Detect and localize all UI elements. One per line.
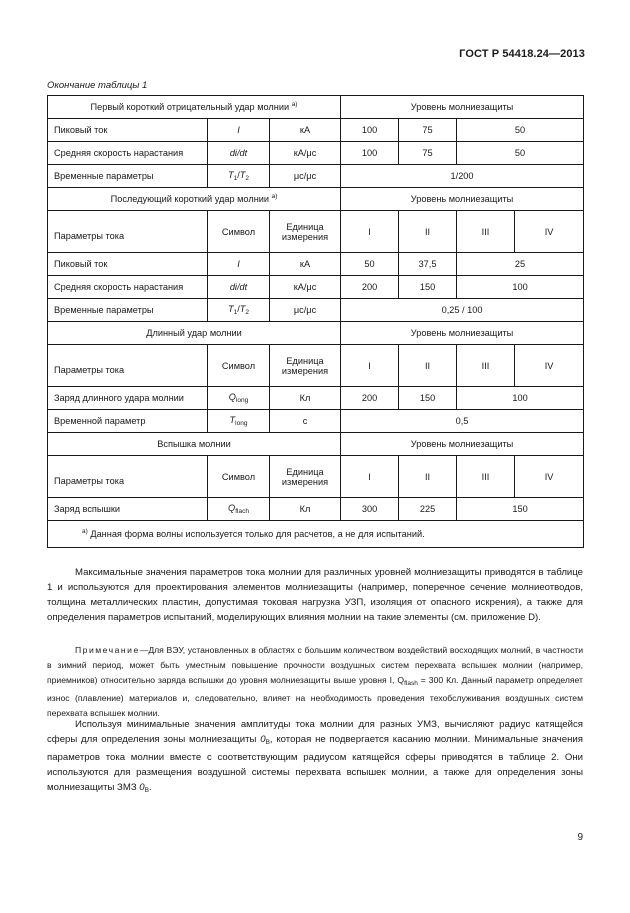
lightning-parameters-table <box>47 95 584 548</box>
table-footnote-row <box>48 521 584 548</box>
body-paragraph-2: Используя минимальные значения амплитуды тока молнии для разных УМЗ, вычисляют радиус катящейся сферы для определения зоны молниезащиты $0_В$, которая не подвергается касанию молнии. Минимальные значения параметров тока молнии вместе с соответствующим радиусом катящейся сферы приводятся в таблице 2. Они используются для размещения воздушной системы перехвата вспышек молнии, а также для определения зоны молниезащиты ЗМЗ $0_В$. <box>47 719 583 794</box>
section-header-long-stroke <box>48 322 584 345</box>
table-row: Заряд вспышки $Q_{flach}$ Кл 300 225 150 <box>48 498 584 521</box>
document-header: ГОСТ Р 54418.24—2013 <box>459 48 585 60</box>
level-header: Уровень молниезащиты <box>341 322 584 345</box>
section-title: Длинный удар молнии <box>48 322 341 345</box>
table-row: Средняя скорость нарастания di/dt кА/μс 100 75 50 <box>48 142 584 165</box>
section-header-subsequent-stroke <box>48 188 584 211</box>
section-title: Вспышка молнии <box>48 433 341 456</box>
column-header-row: Параметры тока Символ Единица измерения I II III IV <box>48 456 584 498</box>
level-header: Уровень молниезащиты <box>341 433 584 456</box>
table-caption: Окончание таблицы 1 <box>47 80 148 91</box>
note-paragraph: Примечание—Для ВЭУ, установленных в областях с большим количеством воздействий восходящих молний, в частности в зимний период, может быть уместным повышение прочности воздушных систем перехвата вспышек молнии (например, приемников) относительно заряда вспышки до уровня молниезащиты выше уровня I, $Q_{flash} = 300$ Кл. Данный параметр определяет износ (плавление) материалов и, следовательно, влияет на необходимость проведения техобслуживания воздушных систем перехвата вспышек молнии. <box>47 645 583 718</box>
section-title: Последующий короткий удар молнии $^{а)}$ <box>48 188 341 211</box>
table-footnote: $^{а)}$ Данная форма волны используется только для расчетов, а не для испытаний. <box>48 521 584 548</box>
table-row: Временные параметры $T_1/T_2$ μс/μс 1/200 <box>48 165 584 188</box>
table-row: Временной параметр $T_{long}$ с 0,5 <box>48 410 584 433</box>
page-number: 9 <box>577 832 583 843</box>
section-header-first-stroke <box>48 96 584 119</box>
column-header-row: Параметры тока Символ Единица измерения I II III IV <box>48 345 584 387</box>
level-header: Уровень молниезащиты <box>341 188 584 211</box>
table-row: Заряд длинного удара молнии $Q_{long}$ Кл 200 150 100 <box>48 387 584 410</box>
table-row: Временные параметры $T_1/T_2$ μс/μс 0,25 / 100 <box>48 299 584 322</box>
table-row: Пиковый ток I кА 50 37,5 25 <box>48 253 584 276</box>
table-row: Пиковый ток I кА 100 75 50 <box>48 119 584 142</box>
column-header-row: Параметры тока Символ Единица измерения I II III IV <box>48 211 584 253</box>
level-header: Уровень молниезащиты <box>341 96 584 119</box>
section-title: Первый короткий отрицательный удар молнии $^{а)}$ <box>48 96 341 119</box>
body-paragraph-1: Максимальные значения параметров тока молнии для различных уровней молниезащиты приводятся в таблице 1 и используются для проектирования элементов молниезащиты (например, поперечное сечение молниеотводов, толщина металлических пластин, допустимая токовая нагрузка УЗП, изоляция от опасного искрения), а также для определения параметров испытаний, моделирующих влияния молнии на такие элементы (см. приложение D). <box>47 567 583 623</box>
table-row: Средняя скорость нарастания di/dt кА/μс 200 150 100 <box>48 276 584 299</box>
section-header-flash <box>48 433 584 456</box>
